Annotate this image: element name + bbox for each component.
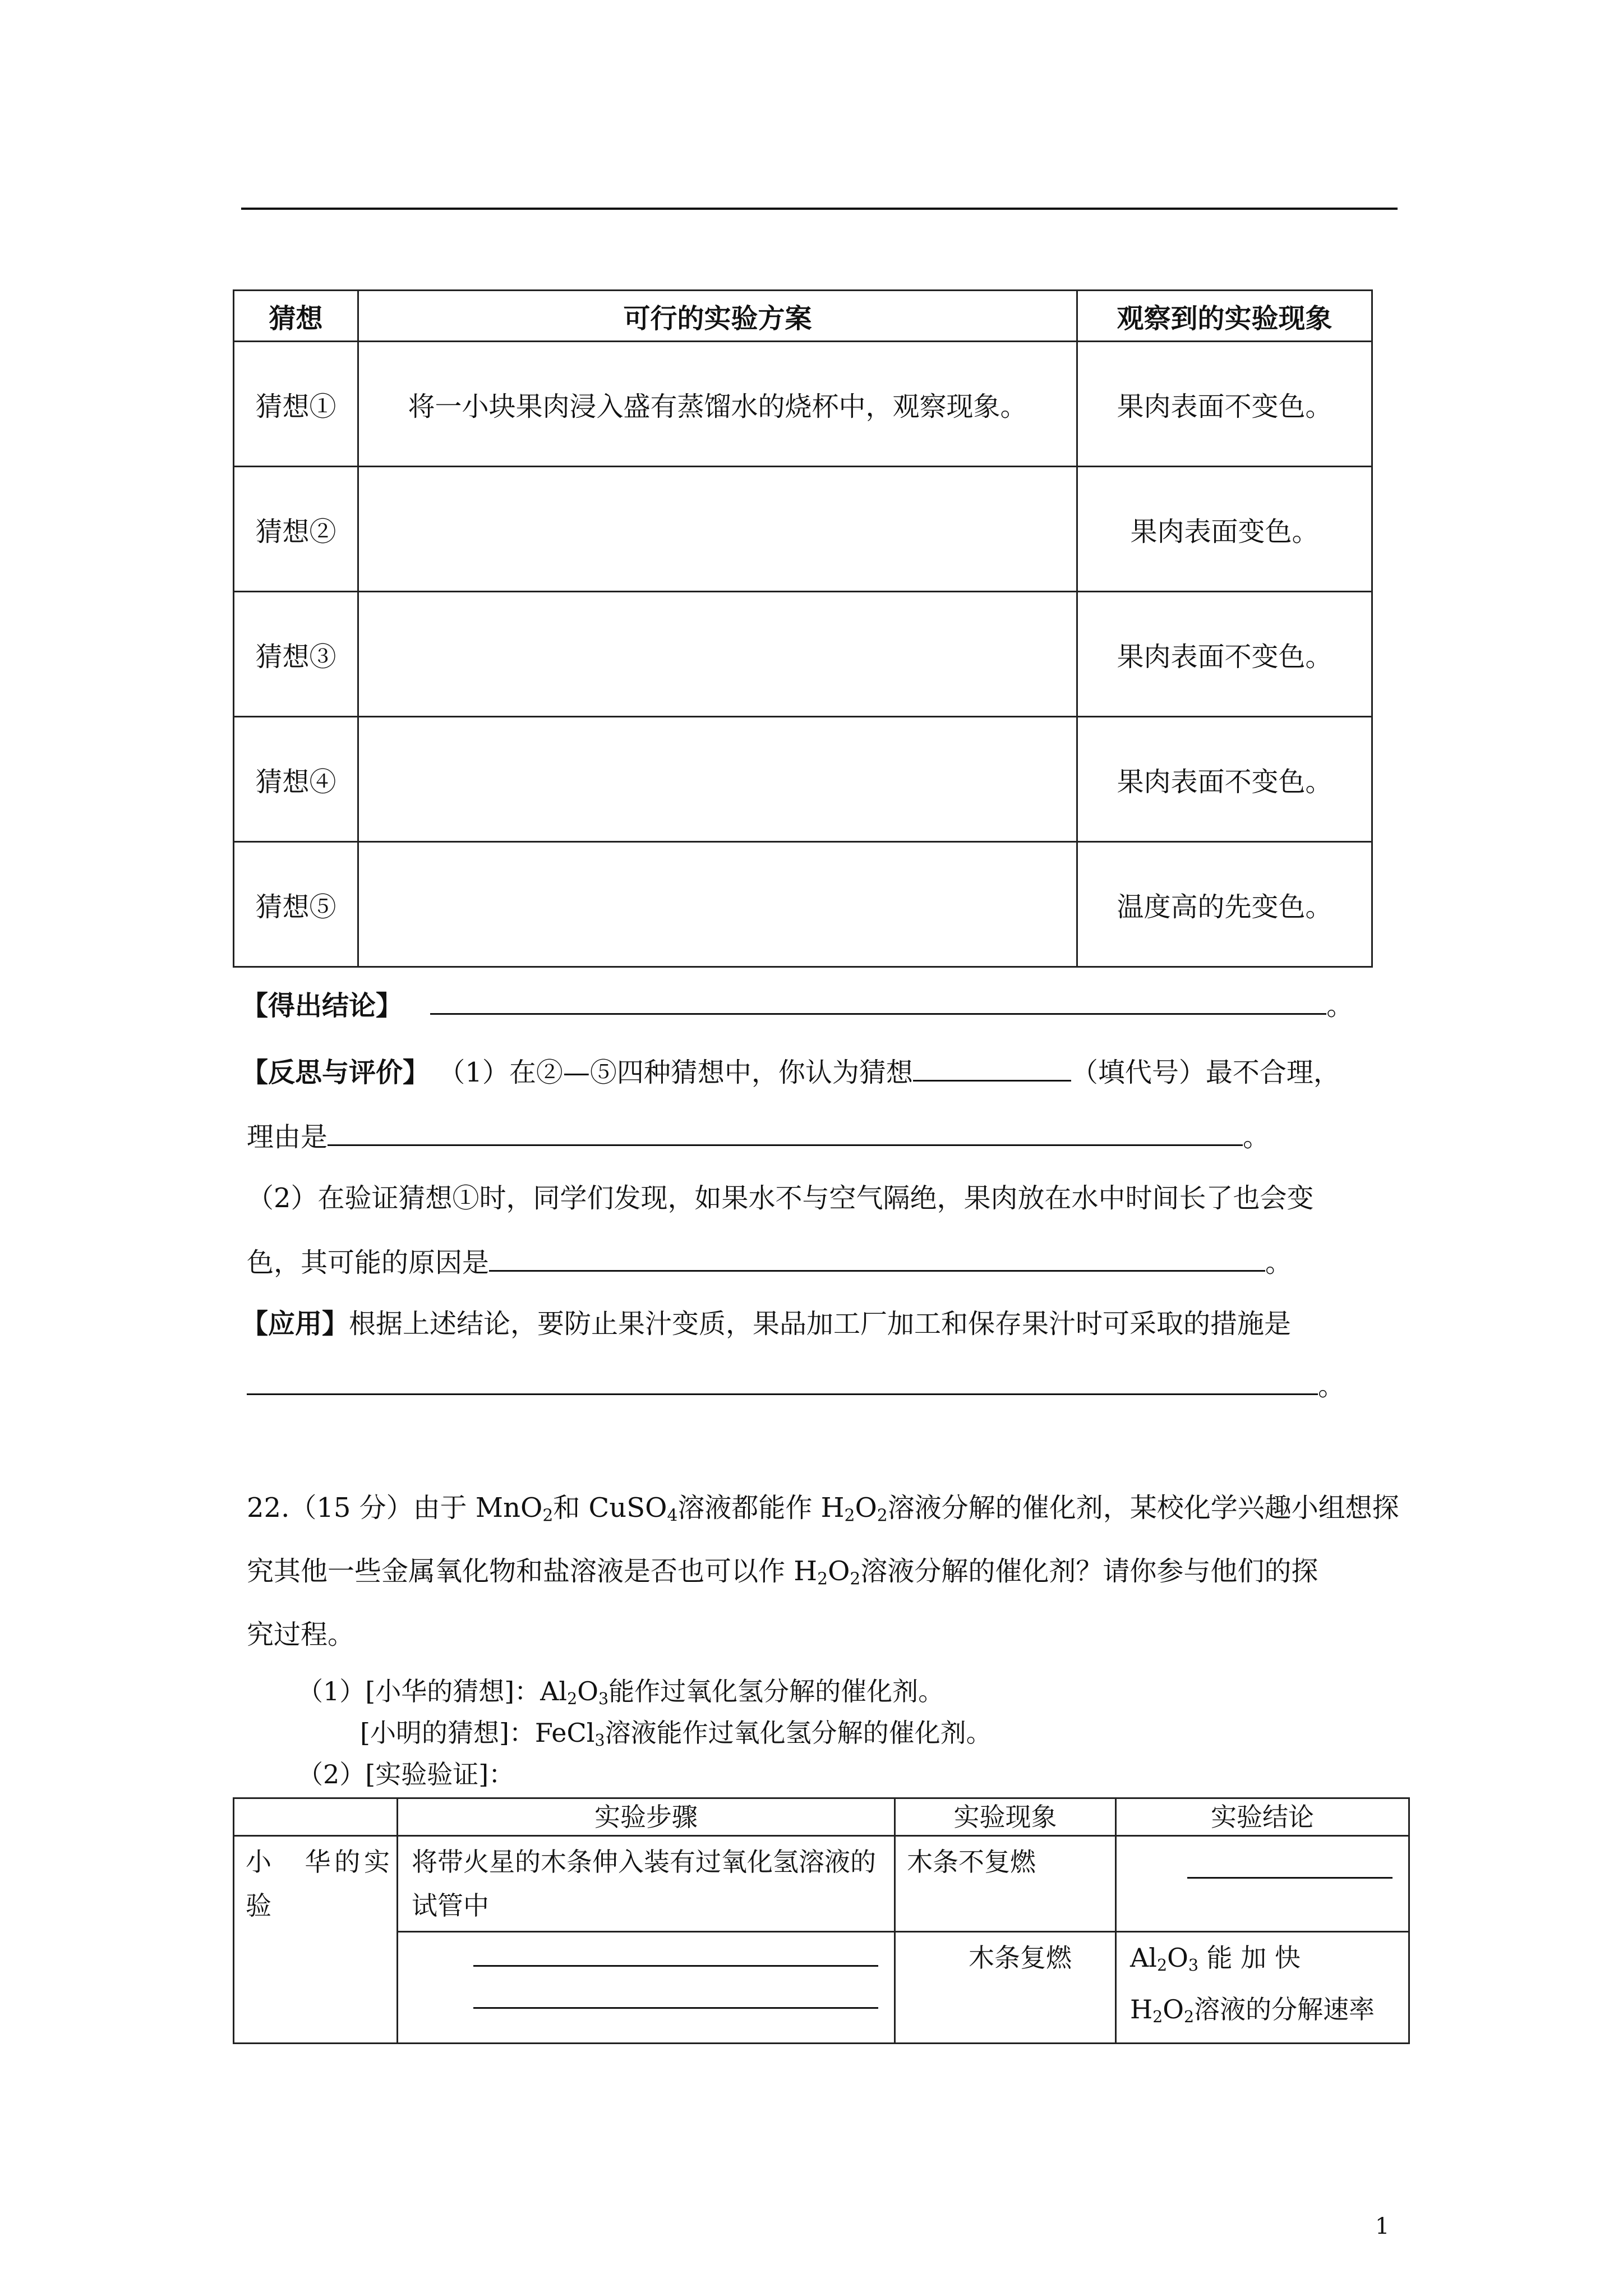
conclusion-end: 。 (1326, 990, 1354, 1022)
subscript: 4 (667, 1506, 678, 1526)
table-row (234, 342, 1372, 467)
hypothesis-cell: 猜想② (234, 467, 358, 592)
guess-text: [小明的猜想]：FeCl (360, 1718, 595, 1748)
reflection-q1-line (241, 1057, 1340, 1086)
q22-line3: 究过程。 (247, 1619, 355, 1650)
table-row (234, 467, 1372, 592)
subscript: 2 (1184, 2008, 1195, 2027)
table-header-row (234, 1798, 1409, 1836)
xiaoming-guess (360, 1720, 992, 1749)
q22-text: 和 CuSO (553, 1492, 667, 1524)
reflection-q2-line2 (247, 1248, 1292, 1276)
col-header-plan: 可行的实验方案 (358, 291, 1077, 342)
guess-text: O (577, 1676, 598, 1706)
hypothesis-cell: 猜想⑤ (234, 842, 358, 967)
plan-cell: 将一小块果肉浸入盛有蒸馏水的烧杯中，观察现象。 (358, 342, 1077, 467)
subscript: 2 (817, 1569, 828, 1589)
plan-cell[interactable] (358, 842, 1077, 967)
page-number: 1 (1375, 2214, 1390, 2239)
col-header-observation: 观察到的实验现象 (1077, 291, 1372, 342)
conclusion-label: 【得出结论】 (241, 990, 403, 1022)
col-header-empty (234, 1798, 398, 1836)
hypothesis-table (233, 289, 1373, 968)
subscript: 3 (594, 1731, 605, 1750)
hypothesis-cell: 猜想③ (234, 592, 358, 717)
col-header-conclusion: 实验结论 (1116, 1798, 1409, 1836)
reason-end: 。 (1243, 1121, 1270, 1153)
table-row (234, 592, 1372, 717)
col-header-hypothesis: 猜想 (234, 291, 358, 342)
subscript: 2 (877, 1506, 888, 1526)
table-header-row (234, 291, 1372, 342)
application-text: 根据上述结论，要防止果汁变质，果品加工厂加工和保存果汁时可采取的措施是 (349, 1308, 1292, 1340)
subscript: 3 (1188, 1956, 1198, 1975)
conclusion-cell (1116, 1932, 1409, 2044)
guess-text: （1）[小华的猜想]：Al (297, 1676, 568, 1706)
application-label: 【应用】 (241, 1308, 349, 1340)
q22-text: 究其他一些金属氧化物和盐溶液是否也可以作 H (247, 1556, 818, 1587)
header-rule (241, 208, 1398, 210)
reflection-q2-line1: （2）在验证猜想①时，同学们发现，如果水不与空气隔绝，果肉放在水中时间长了也会变 (247, 1182, 1314, 1214)
plan-cell[interactable] (358, 467, 1077, 592)
observation-cell: 温度高的先变色。 (1077, 842, 1372, 967)
verify-heading: （2）[实验验证]： (297, 1759, 515, 1789)
hypothesis-cell: 猜想④ (234, 717, 358, 842)
conclusion-blank[interactable] (1187, 1849, 1393, 1879)
experiment-table (233, 1797, 1410, 2044)
col-header-steps: 实验步骤 (398, 1798, 895, 1836)
table-row (234, 842, 1372, 967)
subscript: 2 (844, 1506, 855, 1526)
conclusion-line (241, 990, 1354, 1022)
subscript: 2 (567, 1690, 578, 1709)
application-blank[interactable] (247, 1371, 1318, 1395)
col-header-phenomenon: 实验现象 (895, 1798, 1116, 1836)
subscript: 3 (598, 1690, 609, 1709)
subscript: 2 (1156, 1956, 1168, 1975)
cause-end: 。 (1265, 1247, 1293, 1278)
table-row (234, 1836, 1409, 1932)
reflection-reason-line (247, 1122, 1270, 1151)
observation-cell: 果肉表面不变色。 (1077, 342, 1372, 467)
q22-line1 (247, 1494, 1399, 1524)
conclusion-text: 能 加 快 (1198, 1943, 1301, 1973)
q22-text: O (828, 1556, 850, 1587)
conclusion-text: H (1130, 1994, 1153, 2025)
reason-blank[interactable] (328, 1122, 1243, 1146)
reason-label: 理由是 (247, 1121, 328, 1153)
hypothesis-number-blank[interactable] (913, 1057, 1071, 1082)
phenomenon-cell: 木条复燃 (895, 1932, 1116, 2044)
conclusion-blank[interactable] (430, 991, 1326, 1015)
hypothesis-cell: 猜想① (234, 342, 358, 467)
table-row (234, 1932, 1409, 2044)
conclusion-cell (1116, 1836, 1409, 1932)
application-end: 。 (1318, 1370, 1345, 1402)
reflection-label: 【反思与评价】 (241, 1057, 430, 1088)
observation-cell: 果肉表面不变色。 (1077, 717, 1372, 842)
q22-line2 (247, 1558, 1318, 1588)
subscript: 2 (1152, 2008, 1163, 2027)
q22-text: 溶液分解的催化剂，某校化学兴趣小组想探 (887, 1492, 1399, 1524)
subscript: 2 (542, 1506, 554, 1526)
step-blank-2[interactable] (473, 1979, 878, 2009)
conclusion-text: 溶液的分解速率 (1194, 1994, 1375, 2025)
observation-cell: 果肉表面变色。 (1077, 467, 1372, 592)
plan-cell[interactable] (358, 592, 1077, 717)
phenomenon-cell: 木条不复燃 (895, 1836, 1116, 1932)
q22-text: 溶液分解的催化剂？请你参与他们的探 (860, 1556, 1318, 1587)
table-row (234, 717, 1372, 842)
q22-text: 溶液都能作 H (677, 1492, 845, 1524)
step-blank-1[interactable] (473, 1937, 878, 1967)
q22-text: 22.（15 分）由于 MnO (247, 1492, 543, 1524)
xiaohua-guess (297, 1678, 944, 1708)
reflection-q1-text: （1）在②—⑤四种猜想中，你认为猜想 (438, 1057, 913, 1088)
conclusion-text: Al (1130, 1943, 1157, 1973)
conclusion-text: O (1163, 1994, 1184, 2025)
reflection-q1-text-end: （填代号）最不合理， (1071, 1057, 1340, 1088)
cause-label: 色，其可能的原因是 (247, 1247, 490, 1278)
guess-text: 能作过氧化氢分解的催化剂。 (608, 1676, 944, 1706)
plan-cell[interactable] (358, 717, 1077, 842)
step-cell (398, 1932, 895, 2044)
q22-text: O (855, 1492, 877, 1524)
step-cell: 将带火星的木条伸入装有过氧化氢溶液的试管中 (398, 1836, 895, 1932)
application-line (241, 1308, 1292, 1340)
application-answer-line (247, 1371, 1345, 1400)
guess-text: 溶液能作过氧化氢分解的催化剂。 (605, 1718, 992, 1748)
conclusion-text: O (1167, 1943, 1188, 1973)
cause-blank[interactable] (489, 1248, 1265, 1272)
observation-cell: 果肉表面不变色。 (1077, 592, 1372, 717)
group-label-cell: 小 华的实验 (234, 1836, 398, 2044)
subscript: 2 (850, 1569, 861, 1589)
